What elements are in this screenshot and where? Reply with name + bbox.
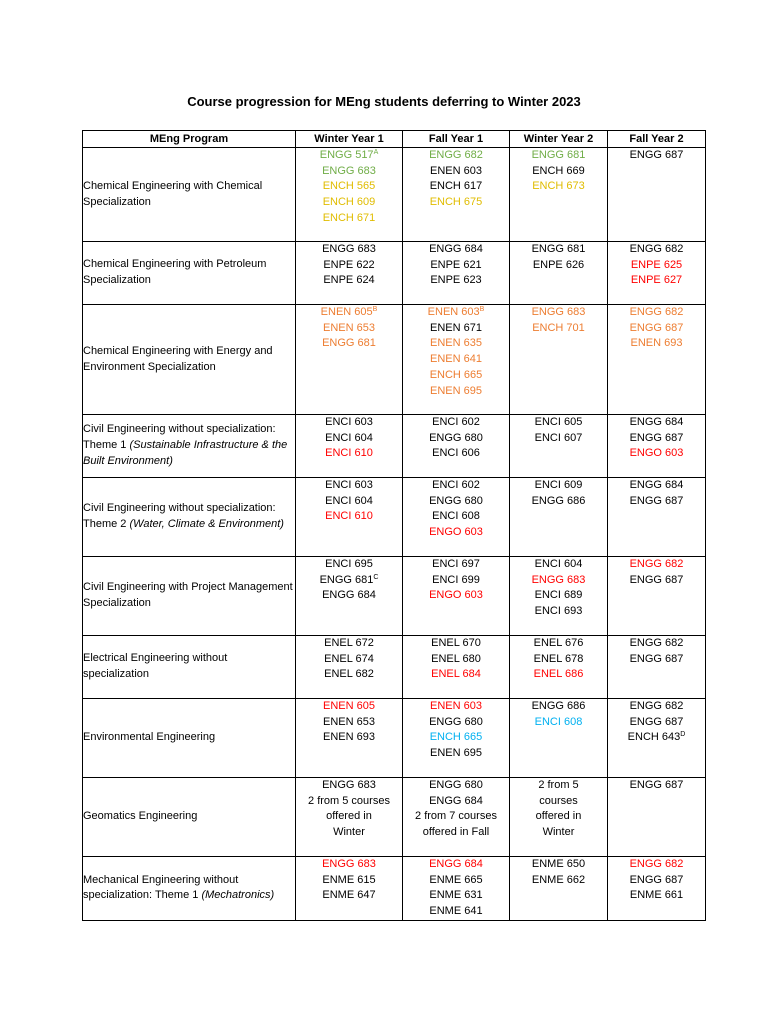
course-code: ENGO 603	[629, 447, 684, 460]
course-code: ENEL 686	[533, 668, 584, 681]
winter-year-2-cell	[510, 305, 608, 415]
page-title: Course progression for MEng students deferring to Winter 2023	[187, 94, 581, 109]
header-winter-year-2: Winter Year 2	[510, 131, 608, 148]
footnote-marker: B	[479, 306, 485, 313]
course-code: ENEL 682	[324, 668, 374, 681]
fall-year-1-cell	[403, 557, 510, 636]
course-code: ENPE 626	[532, 258, 585, 271]
program-name: Chemical Engineering with Energy and Environment Specialization	[83, 344, 273, 373]
course-code: ENEN 603	[430, 700, 482, 712]
program-name: Chemical Engineering with Petroleum Specialization	[83, 258, 267, 286]
program-name-cell	[83, 636, 296, 699]
program-name-cell	[83, 557, 296, 636]
footnote-marker: C	[373, 573, 379, 581]
fall-year-2-cell	[608, 415, 706, 478]
table-header-row	[83, 131, 706, 148]
course-code: ENPE 621	[430, 258, 482, 271]
course-code: ENCI 607	[534, 431, 583, 444]
winter-year-2-cell	[510, 699, 608, 778]
fall-year-2-cell	[608, 557, 706, 636]
course-code: ENCI 608	[432, 510, 480, 523]
course-code: ENGG $681^C$	[319, 573, 379, 586]
course-code: ENEL 670	[431, 637, 481, 649]
course-code: ENCI 609	[534, 479, 583, 491]
program-name: Chemical Engineering with Chemical Specialization	[83, 179, 263, 208]
course-code: Winter	[333, 826, 365, 839]
course-progression-table	[82, 130, 706, 921]
course-code: ENGG 683	[531, 306, 586, 318]
course-code: ENEN 653	[323, 715, 375, 728]
course-code: ENEL 672	[324, 637, 374, 649]
winter-year-1-cell	[296, 478, 403, 557]
course-code: ENGG 683	[531, 573, 586, 586]
course-code: ENCI 693	[534, 605, 583, 618]
course-code: ENCH 669	[532, 164, 585, 177]
winter-year-2-cell	[510, 778, 608, 857]
course-code: ENEN $605^B$	[320, 306, 378, 318]
course-code: ENCI 602	[432, 479, 480, 491]
course-code: ENEN 603	[430, 164, 482, 177]
winter-year-2-cell	[510, 557, 608, 636]
fall-year-2-cell	[608, 636, 706, 699]
course-code: ENGG 682	[629, 558, 684, 570]
course-code: ENGG 680	[429, 779, 483, 791]
course-code: ENCH 565	[322, 180, 376, 193]
course-code: ENEN 641	[430, 353, 482, 366]
course-code: ENME 615	[322, 873, 376, 886]
course-code: ENCI 608	[534, 715, 583, 728]
winter-year-2-cell	[510, 478, 608, 557]
course-code: ENGG 681	[322, 337, 376, 350]
fall-year-2-cell	[608, 242, 706, 305]
course-code: ENEN 605	[323, 700, 375, 712]
winter-year-1-cell	[296, 148, 403, 242]
course-code: ENGG 682	[629, 700, 684, 712]
course-code: ENGG 687	[629, 873, 684, 886]
course-code: ENME 661	[629, 889, 684, 902]
course-code: ENCI 602	[432, 416, 480, 428]
course-code: ENGG 684	[429, 243, 483, 255]
winter-year-2-cell	[510, 636, 608, 699]
course-code: Winter	[542, 826, 575, 839]
course-code: ENEN 635	[430, 337, 482, 350]
course-code: ENGG 683	[322, 164, 376, 177]
course-code: courses	[539, 794, 578, 807]
fall-year-1-cell	[403, 636, 510, 699]
course-code: ENGG 686	[531, 494, 586, 507]
table-row	[83, 778, 706, 857]
course-code: ENGG 682	[629, 637, 684, 649]
fall-year-1-cell	[403, 148, 510, 242]
course-code: ENGG 683	[322, 858, 376, 870]
fall-year-2-cell	[608, 778, 706, 857]
course-code: ENCI 695	[325, 558, 373, 570]
winter-year-1-cell	[296, 778, 403, 857]
course-code: ENCI 604	[534, 558, 583, 570]
fall-year-1-cell	[403, 478, 510, 557]
course-code: ENGG 684	[629, 416, 684, 428]
course-code: ENGO 603	[429, 526, 483, 539]
course-code: ENCH 609	[322, 196, 376, 209]
course-code: ENPE 622	[323, 258, 375, 271]
table-row	[83, 857, 706, 921]
footnote-marker: D	[680, 731, 686, 739]
course-code: ENCH 671	[322, 211, 376, 224]
header-fall-year-2: Fall Year 2	[608, 131, 706, 148]
program-name-cell	[83, 857, 296, 921]
table-row	[83, 557, 706, 636]
course-code: ENGG 683	[322, 779, 376, 791]
course-code: ENCI 689	[534, 589, 583, 602]
course-code: ENCI 605	[534, 416, 583, 428]
course-code: ENCH $643^D$	[627, 731, 686, 744]
course-code: ENPE 625	[630, 258, 683, 271]
course-code: ENCI 606	[432, 447, 480, 460]
winter-year-1-cell	[296, 242, 403, 305]
winter-year-1-cell	[296, 557, 403, 636]
course-code: ENGG 682	[629, 858, 684, 870]
program-theme: (Sustainable Infrastructure & the Built Environment)	[83, 439, 288, 467]
course-code: ENGG 681	[531, 243, 586, 255]
course-code: ENGG 687	[629, 652, 684, 665]
course-code: ENCI 604	[325, 431, 373, 444]
program-name: Civil Engineering without specialization: Theme 1	[83, 423, 276, 452]
fall-year-2-cell	[608, 857, 706, 921]
course-code: ENCI 604	[325, 494, 373, 507]
course-code: ENGG $517^A$	[319, 149, 379, 161]
course-code: ENCH 675	[429, 196, 483, 209]
course-code: ENME 662	[531, 873, 586, 886]
course-code: offered in	[326, 810, 372, 823]
course-code: ENGG 684	[429, 858, 483, 870]
course-code: 2 from 5	[538, 779, 579, 791]
course-code: ENCI 603	[325, 416, 373, 428]
fall-year-1-cell	[403, 699, 510, 778]
course-code: ENGG 680	[429, 494, 483, 507]
program-name: Mechanical Engineering without specialization: Theme 1	[83, 873, 239, 902]
program-name-cell	[83, 305, 296, 415]
course-code: ENGG 687	[629, 715, 684, 728]
table-row	[83, 415, 706, 478]
course-code: ENME 631	[429, 889, 483, 902]
fall-year-2-cell	[608, 148, 706, 242]
course-code: ENEN 695	[430, 747, 482, 760]
table-row	[83, 699, 706, 778]
course-code: ENGG 687	[629, 431, 684, 444]
course-code: ENME 641	[429, 905, 483, 918]
winter-year-2-cell	[510, 148, 608, 242]
course-code: ENGG 682	[629, 306, 684, 318]
course-code: ENGG 680	[429, 431, 483, 444]
course-code: ENCH 673	[532, 180, 585, 193]
course-code: ENCI 699	[432, 573, 480, 586]
program-theme: (Water, Climate & Environment)	[129, 518, 284, 530]
course-code: offered in	[535, 810, 582, 823]
course-code: ENCH 617	[429, 180, 483, 193]
course-code: ENEN 693	[630, 337, 683, 350]
course-code: ENGG 687	[629, 494, 684, 507]
course-code: ENCI 697	[432, 558, 480, 570]
course-code: ENPE 623	[430, 274, 482, 287]
winter-year-2-cell	[510, 857, 608, 921]
course-code: ENCI 610	[325, 510, 373, 523]
program-name-cell	[83, 699, 296, 778]
course-code: ENGG 680	[429, 715, 483, 728]
course-code: ENGG 683	[322, 243, 376, 255]
course-code: ENME 647	[322, 889, 376, 902]
fall-year-2-cell	[608, 478, 706, 557]
course-code: ENGG 684	[429, 794, 483, 807]
course-code: ENGG 684	[629, 479, 684, 491]
program-theme: (Mechatronics)	[201, 889, 275, 902]
program-name: Geomatics Engineering	[83, 810, 198, 823]
course-code: ENEN 693	[323, 731, 375, 744]
fall-year-1-cell	[403, 857, 510, 921]
course-code: ENEL 674	[324, 652, 374, 665]
course-code: ENME 665	[429, 873, 483, 886]
header-winter-year-1: Winter Year 1	[296, 131, 403, 148]
course-code: ENCH 665	[429, 731, 483, 744]
program-name-cell	[83, 148, 296, 242]
course-code: ENME 650	[531, 858, 586, 870]
course-code: ENGG 684	[322, 589, 376, 602]
course-code: ENEN $603^B$	[427, 306, 485, 318]
course-code: ENEN 671	[430, 321, 482, 334]
course-code: 2 from 7 courses	[415, 810, 497, 823]
program-name: Civil Engineering with Project Management Specialization	[83, 581, 293, 609]
course-code: ENCH 665	[429, 368, 483, 381]
course-code: ENEN 695	[430, 384, 482, 397]
course-code: ENGO 603	[429, 589, 483, 602]
course-code: ENEL 684	[431, 668, 481, 681]
table-row	[83, 242, 706, 305]
fall-year-1-cell	[403, 415, 510, 478]
winter-year-1-cell	[296, 699, 403, 778]
course-code: ENGG 682	[429, 149, 483, 161]
program-name-cell	[83, 778, 296, 857]
course-code: ENGG 682	[629, 243, 684, 255]
course-code: offered in Fall	[422, 826, 490, 839]
course-code: ENEL 680	[431, 652, 481, 665]
fall-year-2-cell	[608, 699, 706, 778]
footnote-marker: B	[372, 306, 378, 313]
table-row	[83, 148, 706, 242]
course-code: 2 from 5 courses	[308, 794, 390, 807]
winter-year-1-cell	[296, 415, 403, 478]
program-name-cell	[83, 415, 296, 478]
fall-year-1-cell	[403, 305, 510, 415]
program-name: Environmental Engineering	[83, 731, 216, 744]
winter-year-1-cell	[296, 636, 403, 699]
course-code: ENPE 624	[323, 274, 375, 287]
footnote-marker: A	[373, 149, 379, 156]
course-code: ENGG 687	[629, 321, 684, 334]
course-code: ENGG 686	[531, 700, 586, 712]
table-row	[83, 636, 706, 699]
course-code: ENCI 603	[325, 479, 373, 491]
table-row	[83, 305, 706, 415]
winter-year-2-cell	[510, 415, 608, 478]
course-code: ENCI 610	[325, 447, 373, 460]
table-row	[83, 478, 706, 557]
winter-year-2-cell	[510, 242, 608, 305]
fall-year-1-cell	[403, 242, 510, 305]
header-program: MEng Program	[83, 131, 296, 148]
winter-year-1-cell	[296, 305, 403, 415]
course-code: ENEN 653	[323, 321, 375, 334]
header-fall-year-1: Fall Year 1	[403, 131, 510, 148]
course-code: ENGG 681	[531, 149, 586, 161]
program-name-cell	[83, 242, 296, 305]
course-code: ENEL 676	[533, 637, 584, 649]
fall-year-1-cell	[403, 778, 510, 857]
fall-year-2-cell	[608, 305, 706, 415]
course-code: ENGG 687	[629, 149, 684, 161]
course-code: ENCH 701	[532, 321, 585, 334]
winter-year-1-cell	[296, 857, 403, 921]
program-name: Electrical Engineering without specialization	[83, 652, 228, 680]
course-code: ENGG 687	[629, 779, 684, 791]
course-code: ENEL 678	[533, 652, 584, 665]
course-code: ENGG 687	[629, 573, 684, 586]
course-code: ENPE 627	[630, 274, 683, 287]
program-name-cell	[83, 478, 296, 557]
program-name: Civil Engineering without specialization: Theme 2	[83, 502, 276, 530]
